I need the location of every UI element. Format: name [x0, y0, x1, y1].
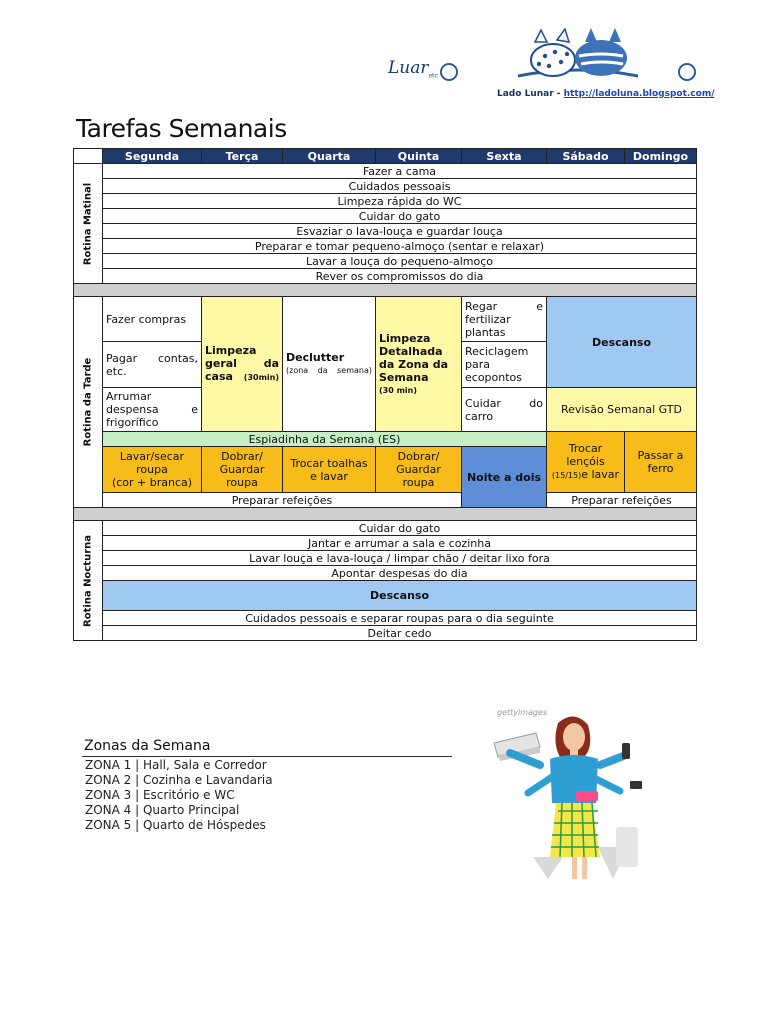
day-header: Sexta: [462, 149, 547, 164]
task-row: Preparar e tomar pequeno-almoço (sentar e relaxar): [103, 239, 697, 254]
list-item: ZONA 5 | Quarto de Hóspedes: [85, 818, 266, 832]
swirl-icon: [678, 63, 696, 81]
task-row-rest: Descanso: [103, 581, 697, 611]
task-row: Esvaziar o lava-louça e guardar louça: [103, 224, 697, 239]
section-morning: Rotina Matinal: [74, 164, 103, 284]
section-separator: [74, 508, 697, 521]
task-cell-fold: Dobrar/ Guardar roupa: [202, 447, 283, 493]
task-cell-general-cleaning: Limpeza geral da casa (30min): [202, 297, 283, 432]
task-row: Cuidados pessoais: [103, 179, 697, 194]
zones-title: Zonas da Semana: [84, 738, 211, 754]
swirl-icon: [440, 63, 458, 81]
task-row: Lavar a louça do pequeno-almoço: [103, 254, 697, 269]
task-row-meals-weekend: Preparar refeições: [547, 493, 697, 508]
task-row: Cuidados pessoais e separar roupas para o dia seguinte: [103, 611, 697, 626]
watermark: gettyimages: [497, 708, 548, 717]
task-cell-laundry: Lavar/secar roupa (cor + branca): [103, 447, 202, 493]
brand-name: Luar$_{etc}$: [388, 58, 438, 80]
task-cell: Cuidar do carro: [462, 388, 547, 432]
weekly-schedule-table: [73, 148, 697, 641]
list-item: ZONA 2 | Cozinha e Lavandaria: [85, 773, 273, 787]
task-cell: Fazer compras: [103, 297, 202, 342]
day-header: Quinta: [376, 149, 462, 164]
task-cell-change-sheets: Trocar lençóis (15/15)e lavar: [547, 432, 625, 493]
task-row: Apontar despesas do dia: [103, 566, 697, 581]
list-item: ZONA 4 | Quarto Principal: [85, 803, 240, 817]
list-item: ZONA 1 | Hall, Sala e Corredor: [85, 758, 267, 772]
task-cell-declutter: Declutter (zona da semana): [283, 297, 376, 432]
task-cell: Regar e fertilizar plantas: [462, 297, 547, 342]
task-cell-weekend-rest: Descanso: [547, 297, 697, 388]
section-separator: [74, 284, 697, 297]
task-row: Limpeza rápida do WC: [103, 194, 697, 209]
task-row: Cuidar do gato: [103, 209, 697, 224]
day-header: Quarta: [283, 149, 376, 164]
task-row: Fazer a cama: [103, 164, 697, 179]
task-row: Cuidar do gato: [103, 521, 697, 536]
day-header: Segunda: [103, 149, 202, 164]
zones-divider: [82, 756, 452, 757]
task-cell: Pagar contas, etc.: [103, 342, 202, 388]
day-header: Domingo: [625, 149, 697, 164]
task-row-espiadinha: Espiadinha da Semana (ES): [103, 432, 547, 447]
task-row: Deitar cedo: [103, 626, 697, 641]
task-cell-date-night: Noite a dois: [462, 447, 547, 508]
task-cell-fold: Dobrar/ Guardar roupa: [376, 447, 462, 493]
section-night: Rotina Nocturna: [74, 521, 103, 641]
credit-line: Lado Lunar - http://ladoluna.blogspot.com/: [497, 89, 715, 99]
day-header: Terça: [202, 149, 283, 164]
zones-list: [85, 758, 273, 833]
task-cell-weekly-review: Revisão Semanal GTD: [547, 388, 697, 432]
task-row: Rever os compromissos do dia: [103, 269, 697, 284]
task-cell: Reciclagem para ecopontos: [462, 342, 547, 388]
task-row: Jantar e arrumar a sala e cozinha: [103, 536, 697, 551]
day-header: Sábado: [547, 149, 625, 164]
woman-multitasking-icon: [488, 707, 650, 882]
task-cell-towels: Trocar toalhas e lavar: [283, 447, 376, 493]
task-row-meals: Preparar refeições: [103, 493, 462, 508]
list-item: ZONA 3 | Escritório e WC: [85, 788, 235, 802]
section-afternoon: Rotina da Tarde: [74, 297, 103, 508]
task-row: Lavar louça e lava-louça / limpar chão / deitar lixo fora: [103, 551, 697, 566]
page-title: Tarefas Semanais: [76, 114, 287, 143]
cats-logo-icon: [513, 24, 643, 84]
task-cell-ironing: Passar a ferro: [625, 432, 697, 493]
table-corner: [74, 149, 103, 164]
task-cell-zone-cleaning: Limpeza Detalhada da Zona da Semana (30 min): [376, 297, 462, 432]
task-cell: Arrumar despensa e frigorífico: [103, 388, 202, 432]
blog-link[interactable]: http://ladoluna.blogspot.com/: [563, 89, 715, 99]
